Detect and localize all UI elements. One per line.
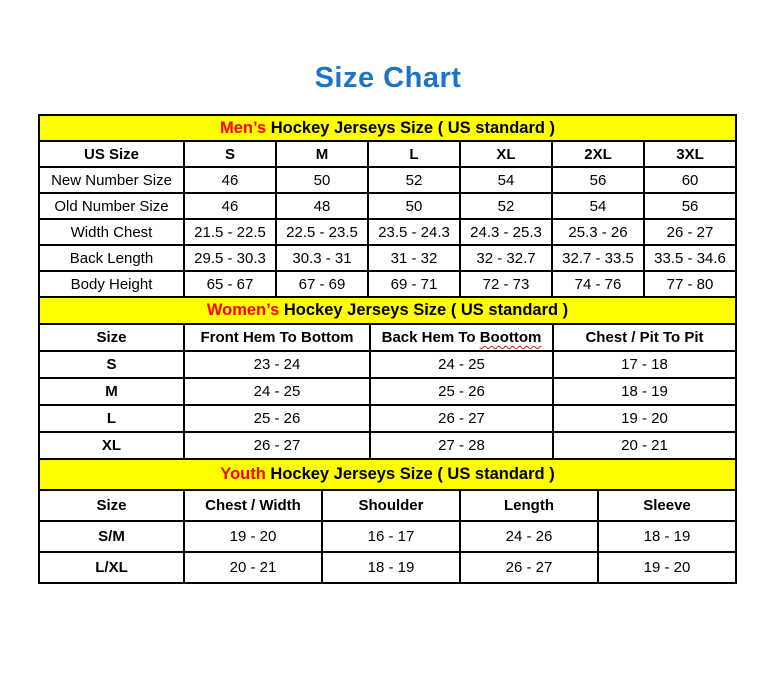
youth-header-row	[39, 490, 736, 521]
table-cell: 56	[552, 167, 644, 193]
table-cell: 27 - 28	[370, 432, 553, 459]
men-col-2xl: 2XL	[552, 141, 644, 167]
table-cell: 54	[460, 167, 552, 193]
table-cell: 46	[184, 167, 276, 193]
women-header-row	[39, 324, 736, 351]
table-cell: 20 - 21	[553, 432, 736, 459]
table-cell: 77 - 80	[644, 271, 736, 297]
women-col-back-hem	[370, 324, 553, 351]
row-label-width-chest: Width Chest	[39, 219, 184, 245]
table-cell: 25 - 26	[370, 378, 553, 405]
table-cell: 25.3 - 26	[552, 219, 644, 245]
table-cell: 46	[184, 193, 276, 219]
table-cell: 23 - 24	[184, 351, 370, 378]
row-label-l: L	[39, 405, 184, 432]
men-header-row	[39, 141, 736, 167]
row-label-new-number-size: New Number Size	[39, 167, 184, 193]
size-chart-tables	[38, 114, 735, 584]
men-band-row	[39, 115, 736, 141]
women-band-row	[39, 297, 736, 324]
table-cell: 19 - 20	[553, 405, 736, 432]
youth-band-row	[39, 459, 736, 490]
men-band-text: Hockey Jerseys Size ( US standard )	[266, 118, 556, 137]
table-row	[39, 351, 736, 378]
table-cell: 60	[644, 167, 736, 193]
page-title: Size Chart	[314, 62, 462, 94]
men-col-s: S	[184, 141, 276, 167]
youth-col-sleeve: Sleeve	[598, 490, 736, 521]
women-col-size: Size	[39, 324, 184, 351]
row-label-s: S	[39, 351, 184, 378]
men-col-xl: XL	[460, 141, 552, 167]
table-cell: 24.3 - 25.3	[460, 219, 552, 245]
table-cell: 33.5 - 34.6	[644, 245, 736, 271]
table-cell: 23.5 - 24.3	[368, 219, 460, 245]
table-cell: 69 - 71	[368, 271, 460, 297]
table-cell: 48	[276, 193, 368, 219]
table-cell: 52	[368, 167, 460, 193]
table-row	[39, 521, 736, 552]
back-hem-misspelled-word: Boottom	[479, 329, 542, 346]
men-section-band	[39, 115, 736, 141]
table-cell: 32.7 - 33.5	[552, 245, 644, 271]
table-cell: 22.5 - 23.5	[276, 219, 368, 245]
table-cell: 18 - 19	[553, 378, 736, 405]
table-row	[39, 167, 736, 193]
men-col-l: L	[368, 141, 460, 167]
table-cell: 67 - 69	[276, 271, 368, 297]
table-row	[39, 271, 736, 297]
table-cell: 26 - 27	[460, 552, 598, 583]
table-cell: 18 - 19	[322, 552, 460, 583]
youth-col-shoulder: Shoulder	[322, 490, 460, 521]
table-cell: 21.5 - 22.5	[184, 219, 276, 245]
table-cell: 32 - 32.7	[460, 245, 552, 271]
youth-size-table	[38, 458, 737, 584]
youth-col-length: Length	[460, 490, 598, 521]
table-cell: 26 - 27	[644, 219, 736, 245]
youth-col-size: Size	[39, 490, 184, 521]
table-cell: 56	[644, 193, 736, 219]
youth-section-band	[39, 459, 736, 490]
table-cell: 54	[552, 193, 644, 219]
men-col-m: M	[276, 141, 368, 167]
row-label-old-number-size: Old Number Size	[39, 193, 184, 219]
table-row	[39, 552, 736, 583]
table-cell: 24 - 26	[460, 521, 598, 552]
table-cell: 24 - 25	[184, 378, 370, 405]
women-col-front-hem: Front Hem To Bottom	[184, 324, 370, 351]
table-cell: 24 - 25	[370, 351, 553, 378]
row-label-back-length: Back Length	[39, 245, 184, 271]
youth-band-text: Hockey Jerseys Size ( US standard )	[265, 465, 555, 483]
table-cell: 31 - 32	[368, 245, 460, 271]
row-label-m: M	[39, 378, 184, 405]
table-cell: 19 - 20	[598, 552, 736, 583]
row-label-body-height: Body Height	[39, 271, 184, 297]
youth-band-highlight: Youth	[220, 465, 266, 483]
table-cell: 72 - 73	[460, 271, 552, 297]
table-row	[39, 405, 736, 432]
table-row	[39, 193, 736, 219]
table-cell: 16 - 17	[322, 521, 460, 552]
table-cell: 52	[460, 193, 552, 219]
table-cell: 26 - 27	[184, 432, 370, 459]
table-cell: 18 - 19	[598, 521, 736, 552]
table-cell: 20 - 21	[184, 552, 322, 583]
men-col-3xl: 3XL	[644, 141, 736, 167]
women-size-table	[38, 296, 737, 460]
table-row	[39, 432, 736, 459]
table-row	[39, 245, 736, 271]
row-label-lxl: L/XL	[39, 552, 184, 583]
men-band-highlight: Men’s	[220, 118, 267, 137]
table-cell: 26 - 27	[370, 405, 553, 432]
men-size-table	[38, 114, 737, 298]
youth-col-chest-width: Chest / Width	[184, 490, 322, 521]
table-row	[39, 219, 736, 245]
table-cell: 19 - 20	[184, 521, 322, 552]
table-cell: 50	[368, 193, 460, 219]
table-cell: 17 - 18	[553, 351, 736, 378]
women-band-highlight: Women’s	[206, 301, 280, 319]
women-col-chest: Chest / Pit To Pit	[553, 324, 736, 351]
table-cell: 30.3 - 31	[276, 245, 368, 271]
table-cell: 25 - 26	[184, 405, 370, 432]
back-hem-label: Back Hem To	[381, 329, 480, 346]
row-label-xl: XL	[39, 432, 184, 459]
women-section-band	[39, 297, 736, 324]
table-row	[39, 378, 736, 405]
table-cell: 29.5 - 30.3	[184, 245, 276, 271]
table-cell: 50	[276, 167, 368, 193]
table-cell: 65 - 67	[184, 271, 276, 297]
men-col-us-size: US Size	[39, 141, 184, 167]
table-cell: 74 - 76	[552, 271, 644, 297]
row-label-sm: S/M	[39, 521, 184, 552]
women-band-text: Hockey Jerseys Size ( US standard )	[279, 301, 569, 319]
